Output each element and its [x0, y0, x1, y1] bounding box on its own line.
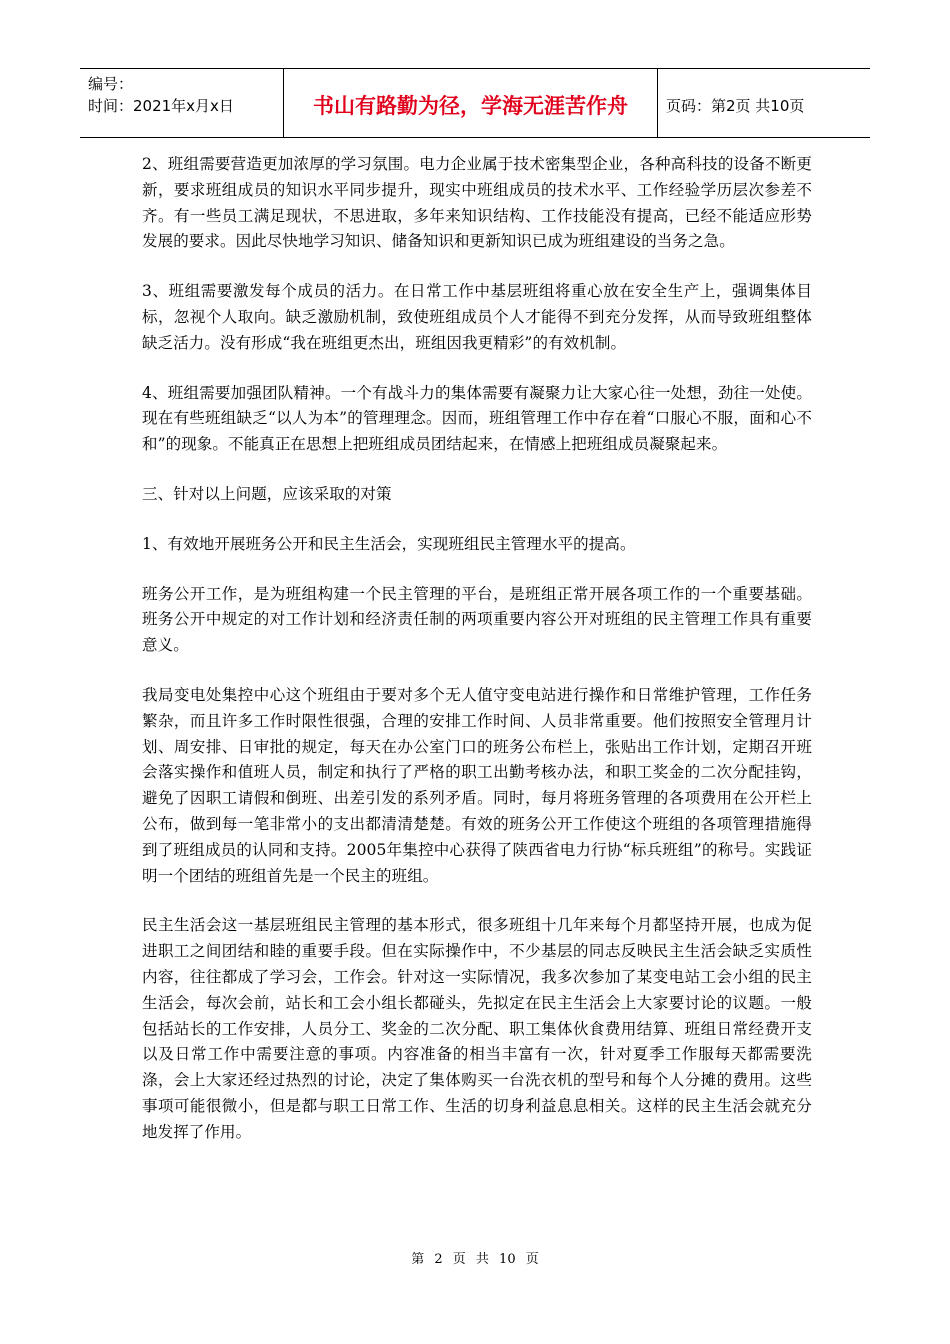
document-body	[142, 152, 812, 1170]
paragraph: 我局变电处集控中心这个班组由于要对多个无人值守变电站进行操作和日常维护管理，工作任务繁杂，而且许多工作时限性很强，合理的安排工作时间、人员非常重要。他们按照安全管理月计划、周安排、日审批的规定，每天在办公室门口的班务公布栏上，张贴出工作计划，定期召开班会落实操作和值班人员，制定和执行了严格的职工出勤考核办法，和职工奖金的二次分配挂钩，避免了因职工请假和倒班、出差引发的系列矛盾。同时，每月将班务管理的各项费用在公开栏上公布，做到每一笔非常小的支出都清清楚楚。有效的班务公开工作使这个班组的各项管理措施得到了班组成员的认同和支持。2005年集控中心获得了陕西省电力行协“标兵班组”的称号。实践证明一个团结的班组首先是一个民主的班组。	[142, 685, 812, 885]
document-date: 时间：2021年x月x日	[88, 97, 234, 115]
paragraph: 班务公开工作，是为班组构建一个民主管理的平台，是班组正常开展各项工作的一个重要基础。班务公开中规定的对工作计划和经济责任制的两项重要内容公开对班组的民主管理工作具有重要意义。	[142, 584, 812, 655]
paragraph: 3、班组需要激发每个成员的活力。在日常工作中基层班组将重心放在安全生产上，强调集体目标，忽视个人取向。缺乏激励机制，致使班组成员个人才能得不到充分发挥，从而导致班组整体缺乏活力。没有形成“我在班组更杰出，班组因我更精彩”的有效机制。	[142, 282, 812, 352]
section-heading: 三、针对以上问题，应该采取的对策	[142, 484, 392, 503]
page-header	[80, 68, 870, 138]
document-number-label: 编号：	[88, 75, 134, 93]
header-meta	[80, 69, 283, 137]
paragraph: 4、班组需要加强团队精神。一个有战斗力的集体需要有凝聚力让大家心往一处想，劲往一处使。现在有些班组缺乏“以人为本”的管理理念。因而，班组管理工作中存在着“口服心不服，面和心不和”的现象。不能真正在思想上把班组成员团结起来，在情感上把班组成员凝聚起来。	[142, 383, 812, 454]
header-page-info: 页码：第2页 共10页	[666, 96, 805, 115]
paragraph: 民主生活会这一基层班组民主管理的基本形式，很多班组十几年来每个月都坚持开展，也成为促进职工之间团结和睦的重要手段。但在实际操作中，不少基层的同志反映民主生活会缺乏实质性内容，往往都成了学习会，工作会。针对这一实际情况，我多次参加了某变电站工会小组的民主生活会，每次会前，站长和工会小组长都碰头，先拟定在民主生活会上大家要讨论的议题。一般包括站长的工作安排，人员分工、奖金的二次分配、职工集体伙食费用结算、班组日常经费开支以及日常工作中需要注意的事项。内容准备的相当丰富有一次，针对夏季工作服每天都需要洗涤，会上大家还经过热烈的讨论，决定了集体购买一台洗衣机的型号和每个人分摊的费用。这些事项可能很微小，但是都与职工日常工作、生活的切身利益息息相关。这样的民主生活会就充分地发挥了作用。	[142, 916, 812, 1141]
header-motto: 书山有路勤为径，学海无涯苦作舟	[283, 69, 658, 137]
paragraph: 2、班组需要营造更加浓厚的学习氛围。电力企业属于技术密集型企业，各种高科技的设备不断更新，要求班组成员的知识水平同步提升，现实中班组成员的技术水平、工作经验学历层次参差不齐。有一些员工满足现状，不思进取，多年来知识结构、工作技能没有提高，已经不能适应形势发展的要求。因此尽快地学习知识、储备知识和更新知识已成为班组建设的当务之急。	[142, 155, 812, 251]
paragraph: 1、有效地开展班务公开和民主生活会，实现班组民主管理水平的提高。	[142, 534, 636, 553]
page-footer: 第 2 页 共 10 页	[411, 1252, 539, 1267]
